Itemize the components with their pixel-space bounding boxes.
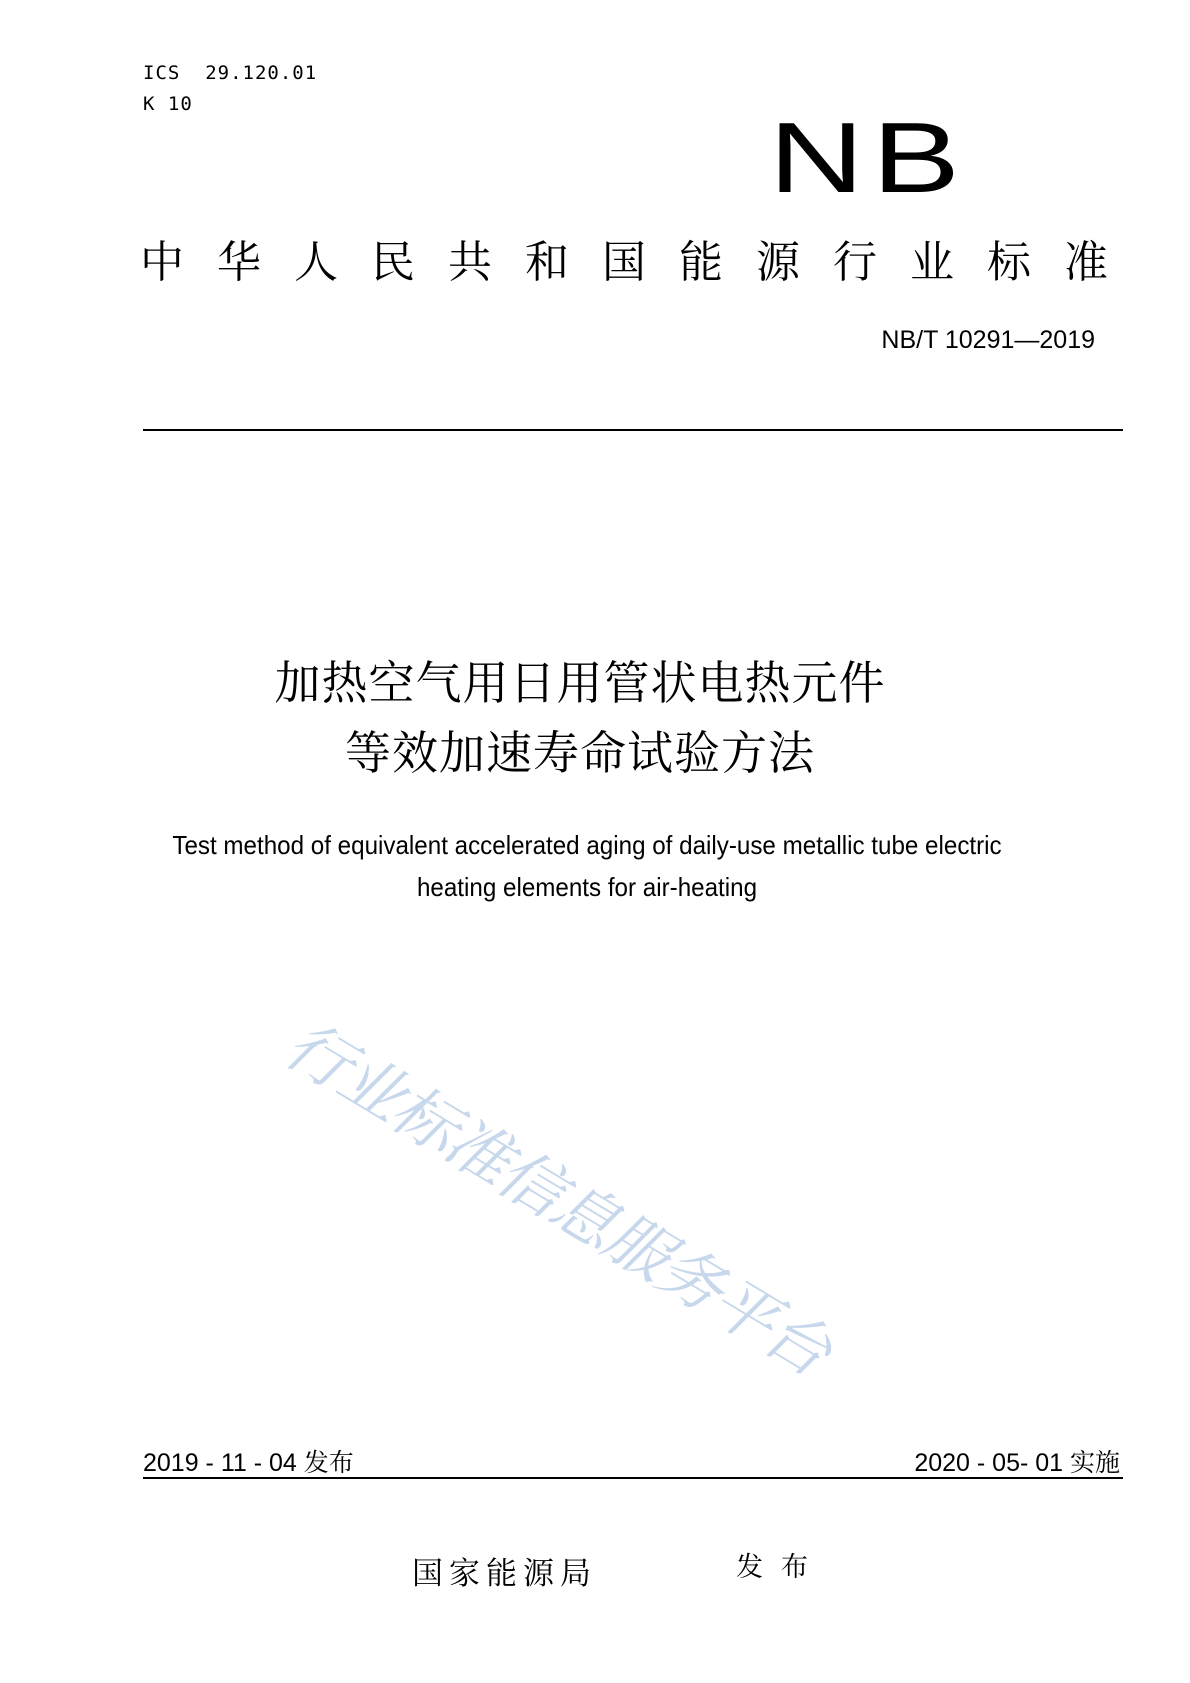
- english-title-line-2: heating elements for air-heating: [416, 872, 758, 902]
- standard-number: NB/T 10291—2019: [881, 326, 1095, 354]
- english-title-line-1: Test method of equivalent accelerated aging of daily-use metallic tube electric: [172, 830, 1002, 860]
- issue-date: 2019 - 11 - 04 发布: [143, 1449, 354, 1477]
- implementation-date: 2020 - 05- 01 实施: [914, 1449, 1120, 1477]
- chinese-title-line-2: 等效加速寿命试验方法: [345, 726, 815, 780]
- watermark: 行业标准信息服务平台: [272, 1007, 842, 1391]
- issuing-authority: 国家能源局: [412, 1556, 597, 1592]
- ics-code: ICS 29.120.01: [143, 62, 318, 84]
- classification-code: K 10: [143, 93, 193, 115]
- bottom-divider: [143, 1477, 1123, 1479]
- top-divider: [143, 429, 1123, 431]
- nb-logo: NB: [768, 102, 968, 214]
- chinese-title-line-1: 加热空气用日用管状电热元件: [274, 656, 886, 710]
- organization-title: 中华人民共和国能源行业标准: [140, 237, 1141, 288]
- issue-label: 发布: [736, 1552, 826, 1583]
